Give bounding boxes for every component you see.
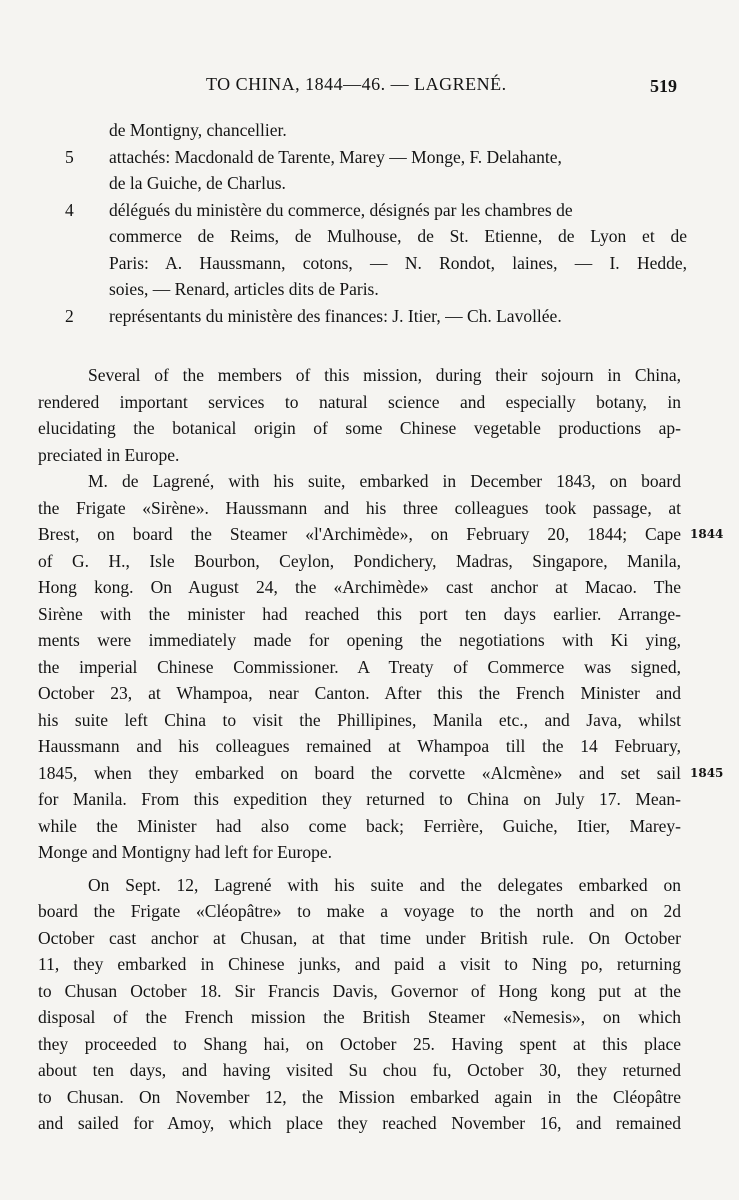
text-line: to Chusan October 18. Sir Francis Davis, Governor of Hong kong put at the	[38, 980, 681, 1001]
list-item	[65, 303, 687, 330]
paragraph	[38, 468, 681, 866]
text-line: for Manila. From this expedition they returned to China on July 17. Mean-	[38, 789, 681, 809]
text-line: elucidating the botanical origin of some Chinese vegetable productions ap-	[38, 418, 681, 438]
text-line: while the Minister had also come back; Ferrière, Guiche, Itier, Marey-	[38, 815, 681, 836]
text-line: the imperial Chinese Commissioner. A Treaty of Commerce was signed,	[38, 656, 681, 677]
text-line: disposal of the French mission the British Steamer «Nemesis», on which	[38, 1007, 681, 1027]
list-line: délégués du ministère du commerce, désignés par les chambres de	[109, 199, 573, 220]
list-line: représentants du ministère des finances: J. Itier, — Ch. Lavollée.	[109, 305, 562, 326]
paragraph	[38, 872, 681, 1137]
text-line: ments were immediately made for opening the negotiations with Ki ying,	[38, 630, 681, 650]
paragraph	[38, 362, 681, 468]
text-line: to Chusan. On November 12, the Mission embarked again in the Cléopâtre	[38, 1086, 681, 1107]
page-number: 519	[650, 76, 677, 96]
text-line: preciated in Europe.	[38, 444, 180, 465]
text-line: rendered important services to natural science and especially botany, in	[38, 391, 681, 412]
text-line: board the Frigate «Cléopâtre» to make a voyage to the north and on 2d	[38, 901, 681, 921]
text-line: On Sept. 12, Lagrené with his suite and the delegates embarked on	[88, 874, 681, 895]
mission-members-list	[65, 117, 687, 329]
text-line: October 23, at Whampoa, near Canton. After this the French Minister and	[38, 683, 681, 703]
list-line: soies, — Renard, articles dits de Paris.	[109, 279, 379, 299]
list-item	[87, 117, 687, 144]
margin-year-note: 1844	[690, 527, 724, 541]
text-line: 11, they embarked in Chinese junks, and paid a visit to Ning po, returning	[38, 954, 681, 974]
list-number: 2	[65, 305, 74, 326]
list-number: 5	[65, 146, 74, 167]
list-line: de la Guiche, de Charlus.	[109, 173, 286, 193]
text-line: Haussmann and his colleagues remained at Whampoa till the 14 February,	[38, 736, 681, 756]
text-line: Monge and Montigny had left for Europe.	[38, 842, 333, 862]
text-line: Brest, on board the Steamer «l'Archimède», on February 20, 1844; Cape	[38, 524, 681, 544]
text-line: Sirène with the minister had reached this port ten days earlier. Arrange-	[38, 603, 681, 624]
text-line: about ten days, and having visited Su chou fu, October 30, they returned	[38, 1060, 681, 1080]
text-line: they proceeded to Shang hai, on October 25. Having spent at this place	[38, 1033, 681, 1054]
body-text	[38, 362, 681, 1137]
text-line: of G. H., Isle Bourbon, Ceylon, Pondichery, Madras, Singapore, Manila,	[38, 550, 681, 571]
list-number: 4	[65, 199, 74, 220]
list-line: de Montigny, chancellier.	[109, 120, 287, 140]
running-header: TO CHINA, 1844—46. — LAGRENÉ.	[206, 74, 507, 94]
list-line: commerce de Reims, de Mulhouse, de St. Etienne, de Lyon et de	[109, 226, 687, 246]
list-item	[65, 144, 687, 197]
text-line: and sailed for Amoy, which place they reached November 16, and remained	[38, 1113, 681, 1133]
text-line: his suite left China to visit the Phillipines, Manila etc., and Java, whilst	[38, 709, 681, 730]
text-line: M. de Lagrené, with his suite, embarked in December 1843, on board	[88, 471, 681, 491]
text-line: the Frigate «Sirène». Haussmann and his three colleagues took passage, at	[38, 497, 681, 518]
text-line: 1845, when they embarked on board the corvette «Alcmène» and set sail	[38, 762, 681, 783]
margin-year-note: 1845	[690, 766, 724, 780]
text-line: Hong kong. On August 24, the «Archimède» cast anchor at Macao. The	[38, 577, 681, 597]
list-line: attachés: Macdonald de Tarente, Marey — Monge, F. Delahante,	[109, 146, 562, 167]
list-item	[65, 197, 687, 303]
text-line: Several of the members of this mission, during their sojourn in China,	[88, 365, 681, 385]
list-line: Paris: A. Haussmann, cotons, — N. Rondot, laines, — I. Hedde,	[109, 252, 687, 273]
text-line: October cast anchor at Chusan, at that time under British rule. On October	[38, 927, 681, 948]
